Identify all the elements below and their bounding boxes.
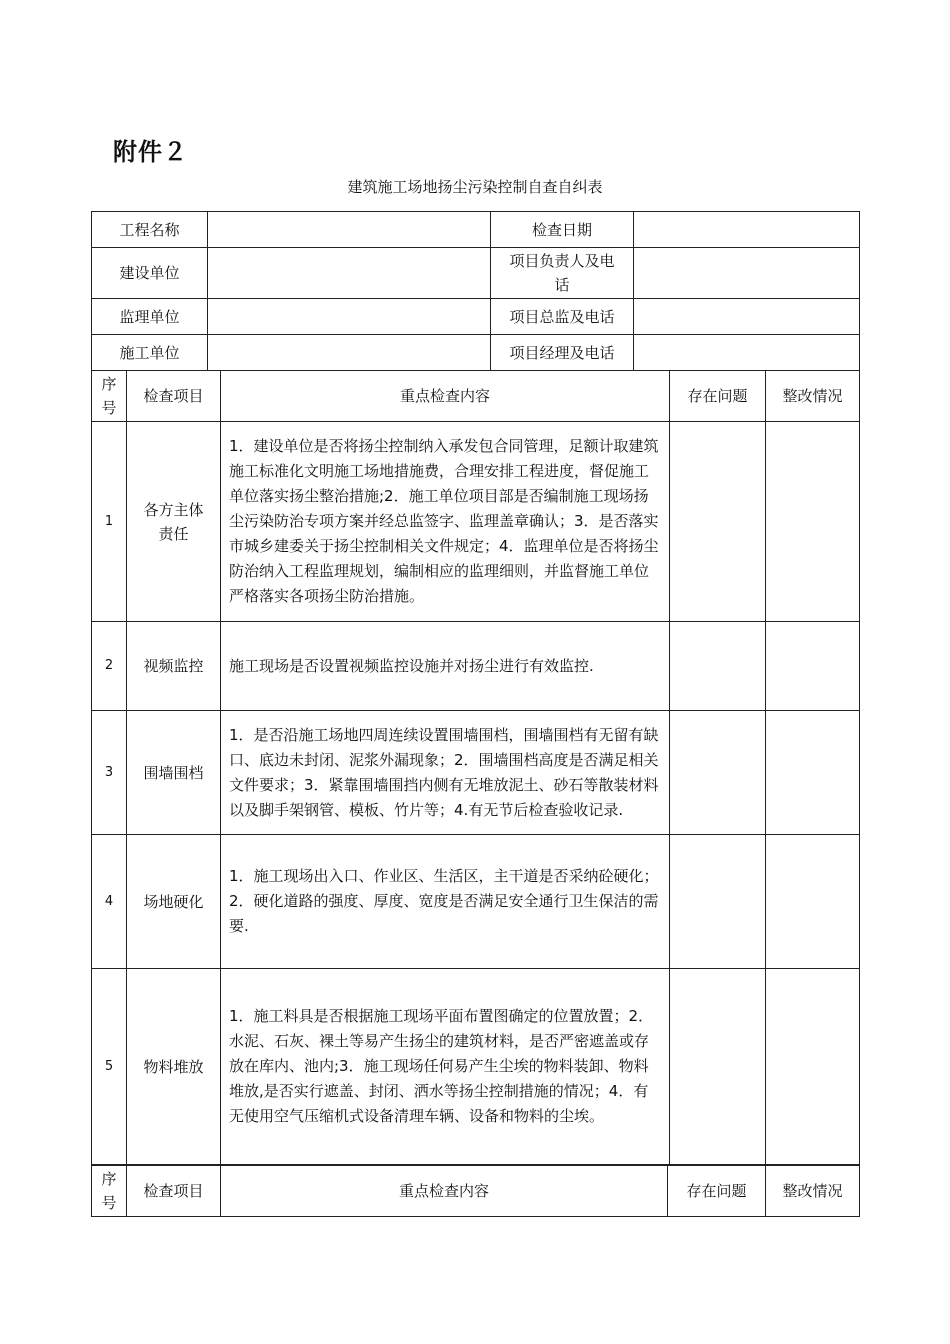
checklist-continuation-header [91, 1165, 860, 1217]
info-row-project [92, 212, 860, 248]
row-content: 1．是否沿施工场地四周连续设置围墙围档，围墙围档有无留有缺口、底边未封闭、泥浆外漏现象；2．围墙围档高度是否满足相关文件要求；3．紧靠围墙围挡内侧有无堆放泥土、砂石等散装材料以及脚手架钢管、模板、竹片等；4.有无节后检查验收记录. [221, 711, 670, 835]
row-rectify-field[interactable] [766, 711, 860, 835]
info-row-supervise-unit [92, 299, 860, 335]
row-issue-field[interactable] [670, 711, 766, 835]
project-leader-field[interactable] [634, 248, 860, 299]
supervise-unit-field[interactable] [208, 299, 491, 335]
row-seq: 1 [92, 422, 127, 622]
row-rectify-field[interactable] [766, 422, 860, 622]
row-item: 围墙围档 [127, 711, 221, 835]
row-rectify-field[interactable] [766, 622, 860, 711]
row-issue-field[interactable] [670, 422, 766, 622]
checklist-header-row [92, 1166, 860, 1217]
header-content: 重点检查内容 [221, 1166, 668, 1217]
header-rectify: 整改情况 [766, 371, 860, 422]
table-row [92, 422, 860, 622]
row-rectify-field[interactable] [766, 835, 860, 969]
info-row-build-unit [92, 248, 860, 299]
checklist-header-row [92, 371, 860, 422]
construction-unit-label: 施工单位 [92, 335, 208, 371]
supervise-unit-label: 监理单位 [92, 299, 208, 335]
header-item: 检查项目 [127, 371, 221, 422]
row-issue-field[interactable] [670, 969, 766, 1165]
row-rectify-field[interactable] [766, 969, 860, 1165]
row-issue-field[interactable] [670, 622, 766, 711]
row-item: 视频监控 [127, 622, 221, 711]
table-row [92, 969, 860, 1165]
header-item: 检查项目 [127, 1166, 221, 1217]
info-row-construction-unit [92, 335, 860, 371]
project-manager-label: 项目经理及电话 [491, 335, 634, 371]
header-seq: 序号 [92, 1166, 127, 1217]
header-content: 重点检查内容 [221, 371, 670, 422]
check-date-field[interactable] [634, 212, 860, 248]
project-leader-label: 项目负责人及电话 [491, 248, 634, 299]
row-seq: 5 [92, 969, 127, 1165]
row-content: 1．建设单位是否将扬尘控制纳入承发包合同管理，足额计取建筑施工标准化文明施工场地措施费，合理安排工程进度，督促施工单位落实扬尘整治措施;2．施工单位项目部是否编制施工现场扬尘污染防治专项方案并经总监签字、监理盖章确认；3．是否落实市城乡建委关于扬尘控制相关文件规定；4．监理单位是否将扬尘防治纳入工程监理规划，编制相应的监理细则，并监督施工单位严格落实各项扬尘防治措施。 [221, 422, 670, 622]
chief-supervisor-label: 项目总监及电话 [491, 299, 634, 335]
project-manager-field[interactable] [634, 335, 860, 371]
row-item: 场地硬化 [127, 835, 221, 969]
header-issue: 存在问题 [670, 371, 766, 422]
row-item: 物料堆放 [127, 969, 221, 1165]
row-seq: 4 [92, 835, 127, 969]
build-unit-field[interactable] [208, 248, 491, 299]
checklist-table [91, 370, 860, 1165]
row-issue-field[interactable] [670, 835, 766, 969]
project-name-field[interactable] [208, 212, 491, 248]
row-seq: 2 [92, 622, 127, 711]
chief-supervisor-field[interactable] [634, 299, 860, 335]
construction-unit-field[interactable] [208, 335, 491, 371]
header-issue: 存在问题 [668, 1166, 766, 1217]
header-seq: 序号 [92, 371, 127, 422]
row-content: 施工现场是否设置视频监控设施并对扬尘进行有效监控. [221, 622, 670, 711]
attachment-label: 附件２ [113, 138, 188, 166]
table-row [92, 835, 860, 969]
build-unit-label: 建设单位 [92, 248, 208, 299]
row-content: 1．施工现场出入口、作业区、生活区，主干道是否采纳砼硬化；2．硬化道路的强度、厚度、宽度是否满足安全通行卫生保洁的需要. [221, 835, 670, 969]
check-date-label: 检查日期 [491, 212, 634, 248]
document-title: 建筑施工场地扬尘污染控制自查自纠表 [347, 178, 603, 196]
table-row [92, 622, 860, 711]
row-item: 各方主体责任 [127, 422, 221, 622]
header-rectify: 整改情况 [766, 1166, 860, 1217]
project-info-table [91, 211, 860, 371]
table-row [92, 711, 860, 835]
project-name-label: 工程名称 [92, 212, 208, 248]
row-content: 1．施工料具是否根据施工现场平面布置图确定的位置放置；2．水泥、石灰、裸土等易产生扬尘的建筑材料，是否严密遮盖或存放在库内、池内;3．施工现场任何易产生尘埃的物料装卸、物料堆放,是否实行遮盖、封闭、洒水等扬尘控制措施的情况；4．有无使用空气压缩机式设备清理车辆、设备和物料的尘埃。 [221, 969, 670, 1165]
row-seq: 3 [92, 711, 127, 835]
